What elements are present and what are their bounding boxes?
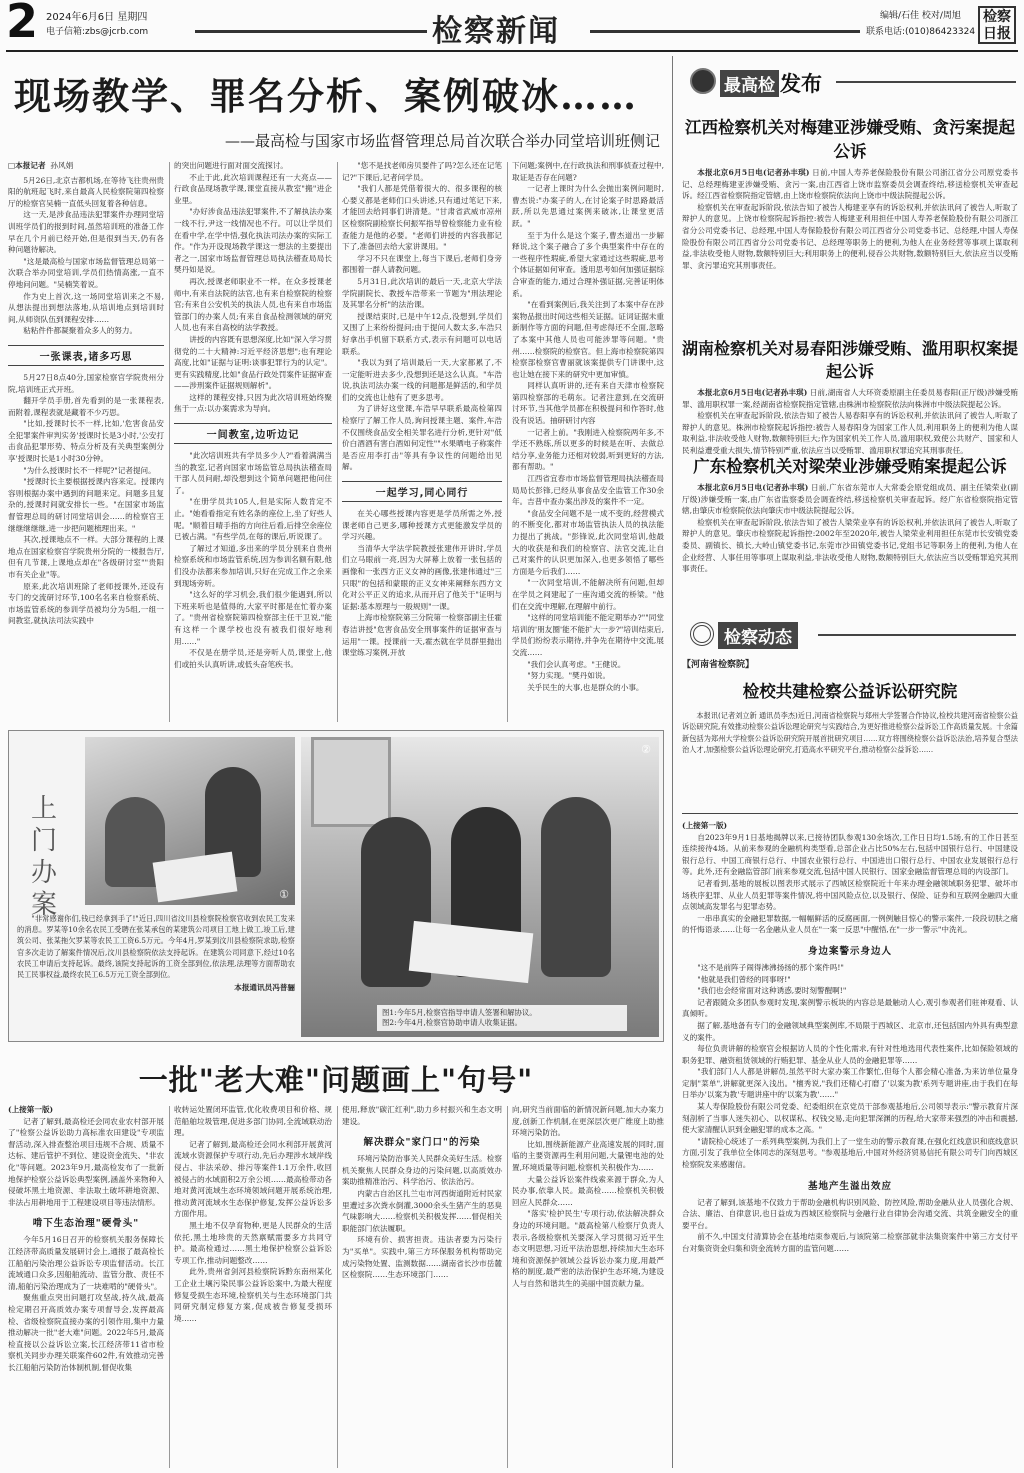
banner-rule bbox=[836, 81, 1016, 83]
paragraph: 原来,此次培训班除了老师授课外,还设有专门的交流研讨环节,100名名来自检察系统、市场监管系统的参训学员被均分为5组,一组一间教室,就执法司法实践中 bbox=[8, 581, 164, 626]
jump-label: (上接第一版) bbox=[8, 1105, 54, 1114]
paragraph: "这样的同堂培训能不能定期举办?""同堂培训的'朋友圈'能不能扩大一步?"培训结束后,学员们纷纷表示期待,并争先在期待中交流,展交流…… bbox=[512, 613, 664, 657]
photo-section-title bbox=[31, 793, 67, 921]
emblem-icon bbox=[690, 68, 716, 94]
news-title: 江西检察机关对梅建亚涉嫌受贿、贪污案提起公诉 bbox=[685, 118, 1015, 161]
main-col-2 bbox=[174, 160, 332, 725]
news-body: 检察机关在审查起诉阶段,依法告知了被告人梅建亚享有的诉讼权利,并依法讯问了被告人,听取了辩护人的意见。上饶市检察院起诉指控:被告人梅建亚利用担任中国人寿养老保险股份有限公司浙江省分公司党委书记、总经理,中国人寿保险股份有限公司江西省分公司党委书记、总经理,中国人寿保险股份有限公司江西省分公司党委书记、总经理等职务上的便利,为他人在业务经营等事项上谋取利益,非法收受他人财物,数额特别巨大;利用职务上的便利,侵吞公共财物,数额特别巨大,依法应当以受贿罪、贪污罪追究其刑事责任。 bbox=[682, 202, 1018, 270]
building-window bbox=[311, 737, 391, 827]
paragraph: 下问题;案例中,在行政执法和刑事侦查过程中,取证是否存在问题? bbox=[512, 161, 664, 182]
subheading: 一起学习,同心同行 bbox=[342, 481, 502, 502]
paragraph: "这么好的学习机会,我们很少能遇到,所以下班来听也是值得的,大家平时都是在忙着办案了。"贵州省检察院第四检察部主任干卫说,"能有这样一个课学校也没有被我们很好地利用……" bbox=[174, 590, 332, 646]
banner-brand: 最高检 bbox=[720, 70, 779, 97]
page-column-divider bbox=[672, 56, 673, 1468]
paragraph: 每位负责讲解的检察官会根据访人员的个性化需求,有针对性地选用代表性案件,比如保险领域的职务犯罪、融资租赁领域的行贿犯罪、基金从业人员的金融犯罪等…… bbox=[682, 1044, 1018, 1065]
paragraph: 这样的课程安排,只因为此次培训班始终聚焦于一点:以办案需求为导向。 bbox=[174, 392, 332, 414]
news-item-2 bbox=[682, 336, 1018, 457]
dynamics-lead: 本报讯(记者刘立新 通讯员李杰)近日,河南省检察院与郑州大学签署合作协议,检校共建河南省检察公益诉讼研究院,有效推动检察公益诉讼理论研究与实践结合,为更好推进检察公益诉讼工作高质量发展。十余篇新包括为郑州大学检察公益诉讼研究院开展首批研究项目……双方将围绕检察公益诉讼法治,培养复合型法治人才,加强检察公益诉讼理论研究,打造高水平研究平台,推动检察公益诉讼…… bbox=[682, 710, 1018, 755]
paragraph: 关乎民生的大事,也是群众的小事。 bbox=[527, 682, 644, 692]
section-rule bbox=[682, 813, 1018, 814]
paragraph: 向,研究当前面临的新情况新问题,加大办案力度,创新工作机制,在更深层次更广维度上助推环境污染防治。 bbox=[512, 1105, 664, 1138]
paragraph: 这一天,是涉食品违法犯罪案件办理同堂培训班学员们的报到时间,虽然培训班的准备工作早在几个月前已经开始,但是很到当天,仍有各种问题待解决。 bbox=[8, 210, 164, 255]
paragraph: "在看到案例后,我关注到了本案中存在涉案物品报出时间这些相关证据。证词证据未重新制作等方面的问题,但考虑得还不全面,忽略了本案中其他人员也可能涉罪等问题。"贵州……检察院的检察官。但上海市检察院第四检察部检察官曹丽就该案提供专门讲课中,这也让她在接下来的研究中更加审慎。 bbox=[512, 300, 664, 379]
news-title: 广东检察机关对梁荣业涉嫌受贿案提起公诉 bbox=[693, 457, 1007, 476]
paragraph: 至于为什么是这个案子,曹杰道出一步解释说,这个案子融合了多个典型案件中存在的一些程序性瑕疵,希望大家通过这些瑕疵,思考个体证据如何审查。透用思考如何加强证据综合审查的能力,通过合理补强证据,完善证明体系。 bbox=[512, 230, 664, 298]
paragraph: 粘粘件件都凝聚着众多人的努力。 bbox=[23, 326, 138, 336]
subheading: 身边案警示身边人 bbox=[807, 945, 892, 957]
editors: 编辑/石佳 校对/周旭 bbox=[880, 11, 961, 21]
paragraph: 同样认真听讲的,还有来自天津市检察院第四检察部的毛萌东。记者注意到,在交流研讨环节,当其他学员都在积极提问和作答时,他没有说话。抽研研讨内容 bbox=[512, 381, 664, 426]
photo-number: ② bbox=[641, 743, 651, 756]
main-subheadline: ——最高检与国家市场监督管理总局首次联合举办同堂培训班侧记 bbox=[224, 132, 660, 150]
photo-caption-2: 图2:今年4月,检察官协助申请人收集证据。 bbox=[382, 1018, 522, 1027]
paragraph: 讲授的内容既有思想深度,比如"深入学习贯彻党的二十大精神:习近平经济思想";也有理论高度,比如"证据与证明:谈事犯罪行为的认定"。更有实践精度,比如"食品行政处罚案件证据审查——涉刑案件证据规则解析"。 bbox=[174, 334, 332, 391]
banner-word: 发布 bbox=[780, 72, 822, 96]
paragraph: "比如,授课时长不一样,比如,'危害食品安全犯罪案件审判实务'授课时长是3小时,'公安打击食品犯罪形势、特点分析及有关典型案例分享'授课时长是1小时30分钟。 bbox=[8, 419, 164, 464]
paragraph: 某人寿保险股份有限公司党委、纪委组织在京党员干部参观基地后,公司领导表示:"警示教育片深刻剖析了当事人迷失初心、以权谋私、权钱交易,走向犯罪深渊的历程,给大家带来强烈的冲击和震撼,使大家清醒认识到金融犯罪的成本之高。" bbox=[682, 1102, 1018, 1135]
col-divider bbox=[169, 1106, 170, 1468]
paragraph: "这不是前阵子闹得沸沸扬扬的那个案件吗!" bbox=[697, 962, 844, 972]
paragraph: "我们部门人人都是讲解员,虽然平时大家办案工作繁忙,但每个人都会精心准备,为来访单位量身定制"菜单",讲解就更深入浅出。"檀秀说,"我们还精心打磨了'以案为教'系列专题讲座,由于我们在每日举办'以案为教'专题讲座中的'以案为教'……" bbox=[682, 1067, 1018, 1100]
paragraph: 此外,贵州省剑河县检察院诉黔东南州某化工企业土壤污染民事公益诉讼案中,为最大程度修复受损生态环境,检察机关与生态环境部门共同研究制定修复方案,促成被告修复受损环境…… bbox=[174, 1267, 332, 1323]
dynamics-title: 检校共建检察公益诉讼研究院 bbox=[742, 681, 958, 701]
paragraph: "落实'检护民生'专项行动,依法解决群众身边的环境问题。"最高检第八检察厅负责人表示,各级检察机关要深入学习贯彻习近平生态文明思想,习近平法治思想,持续加大生态环境和资源保护领域公益诉讼办案力度,用最严格的制度,最严密的法治保护生态环境,为建设人与自然和谐共生的美丽中国贡献力量。 bbox=[512, 1209, 664, 1288]
paragraph: 不止于此,此次培训课程还有一大亮点——行政食品现场教学课,课堂直接从教室"搬"进企业里。 bbox=[174, 172, 332, 205]
paragraph: 前不久,中国支付清算协会在基地结束参观后,与该院第二检察部就非法集资案件中第三方支付平台对集资资金归集和资金流转方面的监管问题…… bbox=[682, 1232, 1018, 1253]
paragraph: 了解过才知道,多出来的学员分别来自贵州检察系统和市场监管系统,因为参训名额有限,他们没办法都来参加培训,只好在完成工作之余来到现场旁听。 bbox=[174, 543, 332, 588]
paragraph: 大量公益诉讼案件线索来源于群众,为人民办事,依靠人民。最高检……检察机关积极回应人民群众…… bbox=[512, 1174, 664, 1207]
byline-label: □本报记者 bbox=[8, 161, 46, 170]
paragraph: "我以为到了培训最后一天,大家都累了,不一定能听进去多少,没想到还是这么认真。"车浩说,执法司法办案一线的问题都是鲜活的,和学员们的交流也让他有了更多思考。 bbox=[342, 358, 502, 402]
news-lead: 日前,湖南省人大环资委原副主任委员易春阳(正厅级)涉嫌受贿罪、滥用职权罪一案,经湖南省检察院指定管辖,由株洲市检察院依法向株洲市中级法院提起公诉。 bbox=[682, 388, 1018, 409]
paragraph: 记者了解到,该基地不仅致力于帮助金融机构识别风险、防控风险,帮助金融从业人员强化合规、合法、廉洁、自律意识,也日益成为西城区检察院与金融行业自律协会沟通交流、共筑金融安全的重要平台。 bbox=[682, 1197, 1018, 1230]
byline-name: 孙风娟 bbox=[50, 161, 74, 170]
bottom-col-3 bbox=[342, 1104, 502, 1472]
dynamics-banner bbox=[686, 620, 1022, 650]
photo-number: ① bbox=[279, 888, 289, 901]
paragraph: 上海市检察院第三分院第一检察部副主任霍春洁讲授"危害食品安全刑事案件的证据审查与运用"一课。授课前一天,霍杰就在学员群里抛出课堂练习案例,开放 bbox=[342, 613, 502, 658]
paragraph: 授课结束时,已是中午12点,没想到,学员们又围了上来纷纷提问;由于提问人数太多,车浩只好拿出手机留下联系方式,表示有问题可以电话联系。 bbox=[342, 311, 502, 356]
paragraph: "授课时长主要根据授课内容来定。授课内容则根据办案中遇到的问题来定。问题多且复杂的,授课时间就安排长一些。"在国家市场监督管理总局的研讨同堂培训会……的检察官王继继继继继,进一步把问题梳理出来。" bbox=[8, 477, 164, 533]
paragraph: "他就是我们曾经的同事呀!" bbox=[697, 974, 791, 984]
figure-silhouette bbox=[541, 797, 611, 977]
paragraph: "食品安全问题不是一成不变的,经营模式的不断变化,都对市场监管执法人员的执法能力提出了挑战。"彭锋说,此次同堂培训,他最大的收获是和我们的检察官、法官交流,让自己对案件的认识更加深入,也更多领悟了哪些方面是今后我们…… bbox=[512, 508, 664, 576]
subheading: 一间教室,边听边记 bbox=[174, 423, 332, 444]
news-byline: 本报北京6月5日电(记者孙丰琪) bbox=[697, 168, 810, 177]
caption-paragraph: "非常感谢你们,钱已经拿到手了!"近日,四川省汶川县检察院检察官收到农民工发来的消息。罗某等10余名农民工受聘在张某承包的某建筑公司项目工地上做工,竣工后,建筑公司、张某拖欠罗某等农民工工资6.5万元。今年4月,罗某到汶川县检察院求助,检察官多次走访了解案件情况后,汶川县检察院依法支持起诉。在建筑公司同意下,经过10名农民工申请后支持起诉。最终,该院支持起诉的工资全部到位,依法理,法理等方面帮助农民工民事权益,最终农民工6.5万元工资全部到位。 bbox=[17, 914, 295, 980]
jump-label: (上接第一版) bbox=[682, 821, 728, 830]
bottom-col-1 bbox=[8, 1104, 164, 1472]
main-col-3 bbox=[342, 160, 502, 725]
continued-story bbox=[682, 820, 1018, 1470]
paragraph: 今年5月16日召开的检察机关服务保障长江经济带高质量发展研讨会上,通报了最高检长江船舶污染治理公益诉讼专项监督活动。长江流域通口众多,因船舶流动、监管分散、责任不清,船舶污染治理成为了一块难啃的"硬骨头"。 bbox=[8, 1235, 164, 1291]
news-body bbox=[682, 167, 1018, 202]
photo-title-line-1: 上门 bbox=[31, 794, 58, 856]
col-divider bbox=[169, 162, 170, 722]
photo-credit: 本报通讯员冯普骊 bbox=[234, 983, 295, 993]
paragraph: "为什么授课时长不一样呢?"记者提问。 bbox=[23, 465, 156, 475]
paragraph: 5月27日8点40分,国家检察官学院贵州分院,培训班正式开班。 bbox=[8, 372, 164, 394]
paragraph: "此次培训班共有学员多少人?"看着满满当当的教室,记者向国家市场监管总局执法稽查局干部人员问耐,却没想到这个简单问题把他问住了。 bbox=[174, 451, 332, 495]
paragraph: 环境有价、损害担责。违法者要为污染行为"买单"。实践中,第三方环保服务机构帮助完成污染物处置、监测数据……湖南省长沙市岳麓区检察院……生态环境部门…… bbox=[342, 1235, 502, 1280]
main-col-1 bbox=[8, 160, 164, 725]
paragraph: "这是最高检与国家市场监督管理总局第一次联合举办同堂培训,学员们热情高涨,一直不停地问问题。"吴楠笑着说。 bbox=[8, 256, 164, 289]
section-title: 检察新闻 bbox=[432, 14, 560, 49]
contact-phone: 联系电话:(010)86423324 bbox=[866, 27, 976, 37]
subheading: 一张课表,诸多巧思 bbox=[8, 345, 164, 366]
photo-title-line-2: 办案 bbox=[31, 858, 58, 920]
header-rule-left bbox=[195, 30, 427, 33]
header-bottom-rule bbox=[6, 50, 1018, 52]
banner-rule bbox=[818, 634, 1016, 636]
paragraph: 当清华大学法学院教授张建伟开讲时,学员们立马眼前一亮,因为大屏幕上放着一张包括的画像和一张西方正义女神的画像,张建伟通过"三只眼"的包括和蒙眼的正义女神来阐释东西方文化对公平正义的追求,从而开启了他关于"证明与证据:基本原理与一般规则"一课。 bbox=[342, 543, 502, 611]
paragraph: 环境污染防治事关人民群众美好生活。检察机关聚焦人民群众身边的污染问题,以高质效办案助推精准治污、科学治污、依法治污。 bbox=[342, 1154, 502, 1187]
paragraph: 记者了解到,最高检还会同农业农村部开展了"检察公益诉讼助力高标准农田建设"专项监督活动,深入排查整治项目违规不合规、质量不达标、建后管护不到位、建设资金流失、"非农化"等问题。2023年9月,最高检发布了一批新地保护检察公益诉讼典型案例,涵盖外来物种入侵破坏黑土地资源、非法取土破坏耕地资源、非法占用耕地用于工程建设项目等违法情形。 bbox=[8, 1116, 164, 1207]
paragraph: 再次,授课老师职业不一样。在众多授课老师中,有来自法院的法官,也有来自检察院的检察官;有来自公安机关的执法人员,也有来自市场监管部门的办案人员;有来自食品检测领域的研究人员,也有来自高校的法学教授。 bbox=[174, 276, 332, 333]
photo-caption-text bbox=[17, 913, 295, 994]
news-body: 检察机关在审查起诉阶段,依法告知了被告人梁荣业享有的诉讼权利,并依法讯问了被告人,听取了辩护人的意见。肇庆市检察院起诉指控:2002年至2020年,被告人梁荣业利用担任东莞市长安镇党委委员、副镇长、镇长,大岭山镇党委书记,东莞市沙田镇党委书记,党组书记等职务上的便利,为他人在企业经营、人事任用等事项上谋取利益,非法收受他人财物,数额特别巨大,依法应当以受贿罪追究其刑事责任。 bbox=[682, 517, 1018, 574]
news-byline: 本报北京6月5日电(记者孙丰琪) bbox=[697, 483, 809, 492]
photo-1 bbox=[85, 737, 295, 905]
paragraph: 一串串真实的金融犯罪数据,一幅幅鲜活的反腐画面,一例例触目惊心的警示案件,一段段切肤之痛的忏悔语录……让每一名金融从业人员在"一案一反思"中醒悟,在"一步一警示"中洗礼。 bbox=[682, 913, 1018, 935]
paragraph: 记者看到,基地的展板以图表形式展示了西城区检察院近十年来办理金融领域职务犯罪、破坏市场秩序犯罪、从业人员犯罪等案件情况,将中国风险点位,以及银行、保险、证券和互联网金融四大重点领域高发罪名与犯罪态势。 bbox=[682, 878, 1018, 912]
paragraph: 记者跟随众多团队参观时发现,案例警示板块的内容总是最触动人心,观引参观者们驻神观看、认真倾听。 bbox=[682, 997, 1018, 1019]
col-divider bbox=[507, 162, 508, 722]
paragraph: 内蒙古自治区扎兰屯市河西街道附近村民家里遭过多次粪水倒灌,3000余头生猪产生的恶臭气味影响大……检察机关积极发挥……督促相关职能部门依法履职。 bbox=[342, 1188, 502, 1233]
paragraph: 5月26日,北京吉都机场,在等待飞往贵州贵阳的航班起飞时,来自最高人民检察院第四检察厅的检察官吴楠一直低头回复着各种信息。 bbox=[8, 175, 164, 208]
photo-2 bbox=[301, 737, 659, 1037]
photo-captions bbox=[377, 1005, 627, 1031]
photo-caption-1: 图1:今年5月,检察官指导申请人签署和解协议。 bbox=[382, 1008, 537, 1017]
header-rule-right bbox=[590, 30, 860, 33]
email: 电子信箱:zbs@jcrb.com bbox=[46, 27, 149, 37]
paragraph: 一记者上前。"我刚进入检察院两年多,不学还不熟练,所以更多的时候是在听、去做总结分享,业务能力还相对较弱,听到更好的方法,都有帮助。" bbox=[512, 427, 664, 472]
paragraph: 翻开学员手册,首先看到的是一张课程表,而附着,课程表就是藏着不少巧思。 bbox=[8, 396, 164, 417]
release-banner bbox=[686, 66, 1022, 98]
paragraph: 学习不只在课堂上,每当下课后,老师们身旁都围着一群人请教问题。 bbox=[342, 253, 502, 275]
news-item-3 bbox=[682, 453, 1018, 575]
col-divider bbox=[337, 1106, 338, 1468]
target-icon bbox=[690, 622, 714, 646]
paragraph: 收转运处置闭环监管,优化收费项目和价格、规范船舶垃圾管理,促进多部门协同,全流域联动治理。 bbox=[174, 1105, 332, 1138]
col-divider bbox=[337, 162, 338, 722]
paragraph: 黑土地不仅孕育物种,更是人民群众的生活依托,黑土地珍贵的天然禀赋需要多方共同守护。最高检通过……黑土地保护检察公益诉讼专项工作,推动问题整改…… bbox=[174, 1220, 332, 1265]
paragraph: "我们也会经常面对这种诱惑,要时刻警醒啊!" bbox=[697, 986, 847, 996]
paragraph: "我们人都是凭借着很大的、很多课程的核心要义都是老师们口头讲述,只有通过笔记下来,才能回去给同事们讲清楚。"甘肃省武威市凉州区检察院副检察长何振军指导曾检察能力业有检查能力是他的必要。"老师们讲授的内容我都记下了,准备回去给大家讲课用。" bbox=[342, 184, 502, 252]
paragraph: "办好涉食品违法犯罪案件,不了解执法办案一线不行,尹这一线情况也不行。可以让学员们在看中学,在学中悟,强化执法司法办案的实际工作。"作为开设现场教学课这一想法的主要提出者之一,国家市场监督管理总局执法稽查局局长樊丹如是说。 bbox=[174, 207, 332, 275]
paragraph: 不仅是在册学员,还是旁听人员,课堂上,他们或拍头认真听讲,或低头奋笔疾书。 bbox=[174, 648, 332, 669]
news-body: 检察机关在审查起诉阶段,依法告知了被告人易春阳享有的诉讼权利,并依法讯问了被告人,听取了辩护人的意见。株洲市检察院起诉指控:被告人易春阳身为国家工作人员,利用职务上的便利为他人谋取利益,非法收受他人财物,数额特别巨大;作为国家机关工作人员,滥用职权,致使公共财产、国家和人民利益遭受重大损失,情节特别严重,依法应当以受贿罪、滥用职权罪追究其刑事责任。 bbox=[682, 411, 1018, 455]
page-header bbox=[0, 0, 1024, 60]
photo-section bbox=[8, 730, 664, 1042]
paper-sheet bbox=[153, 852, 238, 903]
paragraph: "我们会认真考虑。"王健说。 bbox=[527, 659, 626, 669]
newspaper-logo: 检察日报 bbox=[978, 6, 1016, 44]
paragraph: 据了解,基地备有专门的金融领域典型案例库,不局限于西城区、北京市,还包括国内外具有典型意义的案件。 bbox=[682, 1020, 1018, 1042]
col-divider bbox=[507, 1106, 508, 1468]
news-item-1 bbox=[682, 114, 1018, 271]
paragraph: 使用,释放"碳汇红利",助力乡村振兴和生态文明建设。 bbox=[342, 1105, 502, 1126]
paragraph: 比如,围绕新能源产业高速发展的同时,面临的主要资源再生利用问题,大量锂电池的处置,环境质量等问题,检察机关积极作为…… bbox=[512, 1139, 664, 1172]
news-lead: 日前,广东省东莞市人大常委会原党组成员、副主任梁荣业(副厅级)涉嫌受贿一案,由广东省监察委员会调查终结,移送检察机关审查起诉。经广东省检察院指定管辖,由肇庆市检察院依法向肇庆市中级法院提起公诉。 bbox=[682, 483, 1018, 516]
paragraph: "您不是找老师房贝要件了吗?怎么还在记笔记?"下课后,记者问学员。 bbox=[342, 161, 502, 182]
paragraph: 作为史上首次,这一场同堂培训来之不易,从想法提出到想法落地,从培训地点到培训时间,从师资队伍到课程安排…… bbox=[8, 291, 164, 324]
page-number: 2 bbox=[6, 0, 39, 48]
bottom-col-4 bbox=[512, 1104, 664, 1472]
paragraph: "努力实现。"樊丹如说。 bbox=[527, 671, 611, 681]
news-body bbox=[682, 482, 1018, 517]
news-body bbox=[682, 387, 1018, 410]
subheading: 基地产生溢出效应 bbox=[807, 1180, 892, 1192]
bottom-col-2 bbox=[174, 1104, 332, 1472]
dynamics-item bbox=[682, 660, 1018, 756]
news-byline: 本报北京6月5日电(记者孙丰琪) bbox=[697, 388, 808, 397]
paragraph: 江西省宜春市市场监督管理局执法稽查局局局长彭锋,已经从事食品安全监管工作30余年。吉普中查办案出涉及的案件不一定。 bbox=[512, 474, 664, 507]
paragraph: 其次,授课地点不一样。大部分课程的上课地点在国家检察官学院贵州分院的一楼报告厅,但有几节课,上课地点却在"各级研讨室""贵阳市有关企业"等。 bbox=[8, 535, 164, 579]
paragraph: 聚焦重点突出问题打攻坚战,持久战,最高检定期召开高质效办案专项督导会,发挥最高检、省级检察院直接办案的引领作用,集中力量推动解决一批"老大难"问题。2022年5月,最高检直接以公益诉讼立案,长江经济带11省市检察机关同步办理关联案件602件,有效推动完善长江船舶污染防治体制机制,督促收集 bbox=[8, 1293, 164, 1372]
paragraph: "一次同堂培训,不能解决所有问题,但却在学员之间建起了一座沟通交流的桥梁。"他们在交流中理解,在理解中前行。 bbox=[512, 578, 664, 611]
main-col-4 bbox=[512, 160, 664, 725]
paragraph: "在册学员共105人,但是实际人数肯定不止。"她看看指定有姓名条的座位上,坐了好些人呢。"顺着目晴手指的方向往后看,后排空余座位已被占满。"有些学员,在每的课后,听说课了。 bbox=[174, 497, 332, 542]
paragraph: 记者了解到,最高检还会同水利部开展黄河流域水资源保护专项行动,先后办理涉水域岸线侵占、非法采砂、排污等案件1.1万余件,收回被侵占的水域面积2万余公顷……最高检带动各地对黄河流域生态环境领域问题开展系统治理,推动黄河流域水生态保护修复,发挥公益诉讼多方面作用。 bbox=[174, 1139, 332, 1219]
main-headline: 现场教学、罪名分析、案例破冰…… bbox=[14, 74, 638, 118]
subheading: 解决群众"家门口"的污染 bbox=[363, 1137, 481, 1149]
news-title: 湖南检察机关对易春阳涉嫌受贿、滥用职权案提起公诉 bbox=[682, 339, 1019, 381]
issue-date: 2024年6月6日 星期四 bbox=[46, 12, 148, 23]
news-lead: 日前,中国人寿养老保险股份有限公司浙江省分公司原党委书记、总经理梅建亚涉嫌受贿、贪污一案,由江西省上饶市监察委员会调查终结,移送检察机关审查起诉。经江西省检察院指定管辖,由上饶市检察院依法向上饶市中级法院提起公诉。 bbox=[682, 168, 1018, 201]
paragraph: 一记者上课时为什么会抛出案例问题时,曹杰说:"办案子的人,在讨论案子时思路最活跃,所以先思通过案例来破冰,让课堂更活跃。" bbox=[512, 184, 664, 228]
dynamics-tag: 【河南省检察院】 bbox=[682, 660, 755, 670]
paragraph: 自2023年9月1日基地揭牌以来,已接待团队参观130余场次,工作日日均1.5场,有的工作日甚至连续接待4场。从前来参观的金融机构类型看,总部企业占比50%左右,包括中国银行总行、中国建设银行总行、中国工商银行总行、中国农业银行总行、中国进出口银行总行、中国农业发展银行总行等。此外,还有金融监管部门前来参观交流,包括中国人民银行、国家金融监督管理总局的内设部门。 bbox=[682, 832, 1018, 877]
paragraph: 为了讲好这堂课,车浩早早联系最高检第四检察厅了解工作人员,询问授课主题、案件,车浩不仅围绕食品安全相关罪名进行分析,更针对"低价白酒酒有害白酒如何定性""水果晒电子称案件是否应用李打击"等具有争议性的问题给出见解。 bbox=[342, 404, 502, 472]
paragraph: 在关心哪些授课内容更是学员所需之外,授课老师自己更多,哪种授课方式更能激发学员的学习兴趣。 bbox=[342, 509, 502, 542]
paragraph: "请院检心统述了一系列典型案例,为我们上了一堂生动的警示教育课,在强化红线意识和底线意识方面,引发了我单位全体同志的深刻思考。"参观基地后,中国对外经济贸易信托有限公司专门向西城区检察院发来感谢信。 bbox=[682, 1136, 1018, 1170]
banner-word: 检察动态 bbox=[718, 622, 798, 649]
bottom-headline: 一批"老大难"问题画上"句号" bbox=[138, 1063, 534, 1097]
paragraph: 的突出问题进行面对面交流探讨。 bbox=[174, 161, 288, 170]
paragraph: 5月31日,此次培训的最后一天,北京大学法学院副院长、教授车浩带来一节题为"刑法理论及其罪名分析"的法治课。 bbox=[342, 276, 502, 310]
subheading: 啃下生态治理"硬骨头" bbox=[32, 1218, 140, 1230]
